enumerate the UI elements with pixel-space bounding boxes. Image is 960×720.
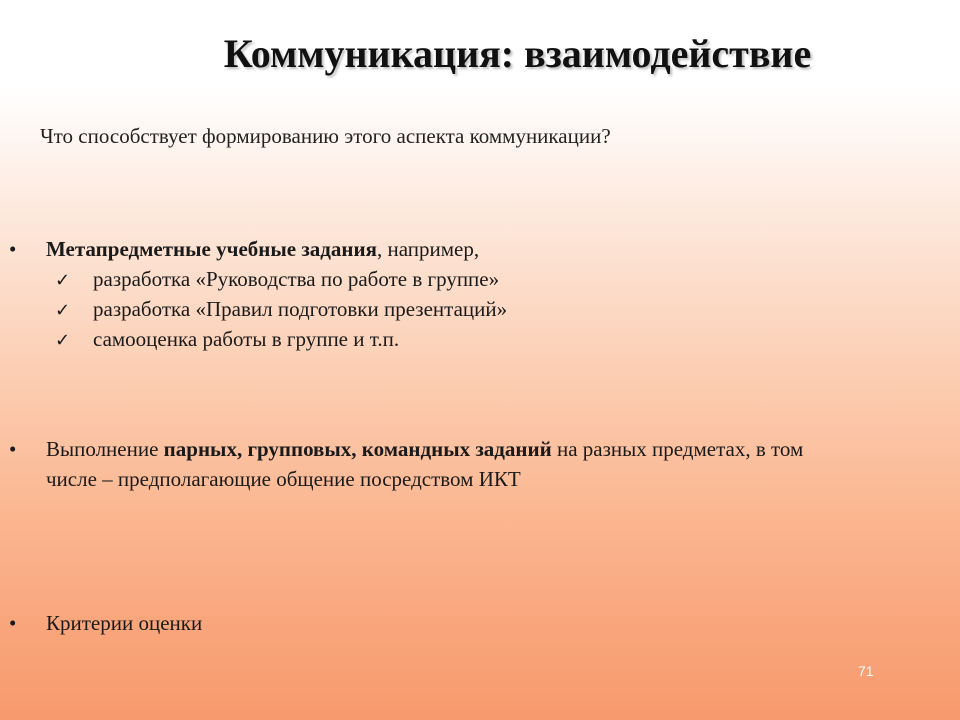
checklist: [55, 264, 507, 354]
checklist-item: [55, 264, 507, 294]
bullet-icon: •: [9, 437, 17, 461]
checklist-item: [55, 294, 507, 324]
checklist-item: [55, 324, 507, 354]
slide-title: Коммуникация: взаимодействие: [223, 31, 812, 76]
checklist-item-text: самооценка работы в группе и т.п.: [93, 327, 400, 351]
checkmark-icon: ✓: [55, 330, 71, 351]
bullet-icon: •: [9, 237, 17, 261]
bullet-text: [46, 434, 946, 494]
checklist-item-text: разработка «Руководства по работе в группе»: [93, 267, 500, 291]
bullet-plain-text: числе – предполагающие общение посредством ИКТ: [46, 467, 521, 491]
bullet-icon: •: [9, 611, 17, 635]
bullet-text: [46, 234, 946, 264]
checkmark-icon: ✓: [55, 300, 71, 321]
page-number: 71: [858, 663, 874, 679]
bullet-plain-text: , например,: [376, 237, 480, 261]
slide-subtitle: Что способствует формированию этого аспекта коммуникации?: [40, 124, 611, 148]
bullet-text: Критерии оценки: [46, 611, 203, 635]
bullet-plain-text: Выполнение: [46, 437, 164, 461]
checkmark-icon: ✓: [55, 270, 71, 291]
bullet-bold-text: парных, групповых, командных заданий: [163, 437, 552, 461]
checklist-item-text: разработка «Правил подготовки презентаций»: [93, 297, 508, 321]
bullet-plain-text: на разных предметах, в том: [551, 437, 804, 461]
bullet-bold-text: Метапредметные учебные задания: [46, 237, 377, 261]
